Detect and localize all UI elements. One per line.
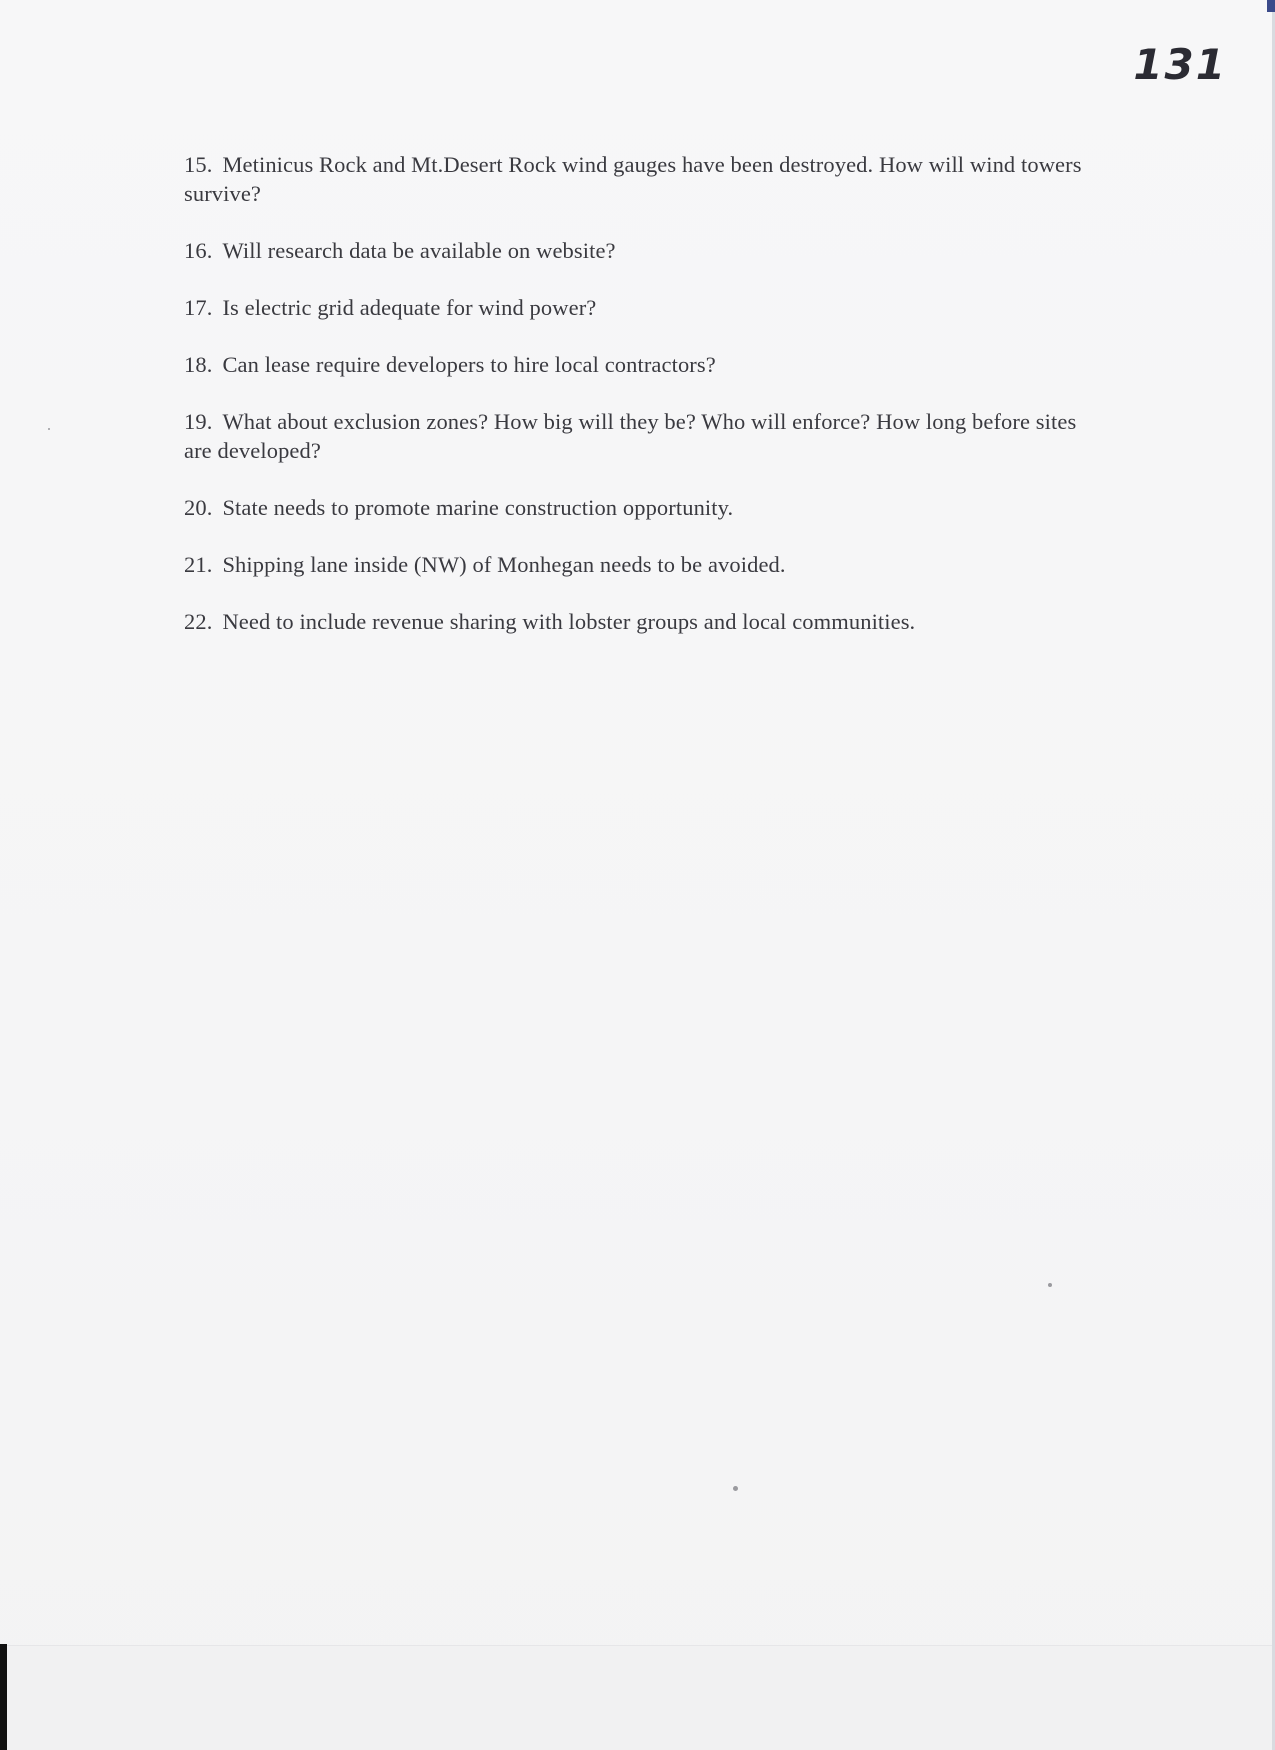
item-text: What about exclusion zones? How big will they be? Who will enforce? How long before sites are developed? bbox=[184, 409, 1077, 463]
item-text: Shipping lane inside (NW) of Monhegan needs to be avoided. bbox=[222, 552, 786, 577]
scan-left-bar bbox=[0, 1644, 7, 1750]
comment-list bbox=[184, 150, 1084, 664]
item-number: 21. bbox=[184, 552, 213, 577]
list-item bbox=[184, 407, 1084, 465]
list-item bbox=[184, 550, 1084, 579]
item-text: Metinicus Rock and Mt.Desert Rock wind gauges have been destroyed. How will wind towers survive? bbox=[184, 152, 1082, 206]
item-text: Need to include revenue sharing with lobster groups and local communities. bbox=[222, 609, 916, 634]
item-number: 15. bbox=[184, 152, 213, 177]
item-number: 16. bbox=[184, 238, 213, 263]
list-item bbox=[184, 493, 1084, 522]
item-number: 19. bbox=[184, 409, 213, 434]
item-number: 22. bbox=[184, 609, 213, 634]
list-item bbox=[184, 293, 1084, 322]
item-text: Can lease require developers to hire local contractors? bbox=[222, 352, 716, 377]
item-text: State needs to promote marine construction opportunity. bbox=[222, 495, 734, 520]
item-number: 17. bbox=[184, 295, 213, 320]
list-item bbox=[184, 350, 1084, 379]
scan-speck bbox=[1048, 1283, 1052, 1287]
scan-speck bbox=[733, 1486, 738, 1491]
scan-bottom-strip bbox=[0, 1645, 1275, 1750]
item-text: Is electric grid adequate for wind power? bbox=[222, 295, 597, 320]
item-number: 18. bbox=[184, 352, 213, 377]
list-item bbox=[184, 607, 1084, 636]
item-number: 20. bbox=[184, 495, 213, 520]
scan-corner-mark bbox=[1267, 0, 1275, 12]
list-item bbox=[184, 150, 1084, 208]
item-text: Will research data be available on website? bbox=[222, 238, 616, 263]
handwritten-page-number: 131 bbox=[1133, 40, 1227, 89]
list-item bbox=[184, 236, 1084, 265]
scan-speck bbox=[48, 428, 50, 430]
